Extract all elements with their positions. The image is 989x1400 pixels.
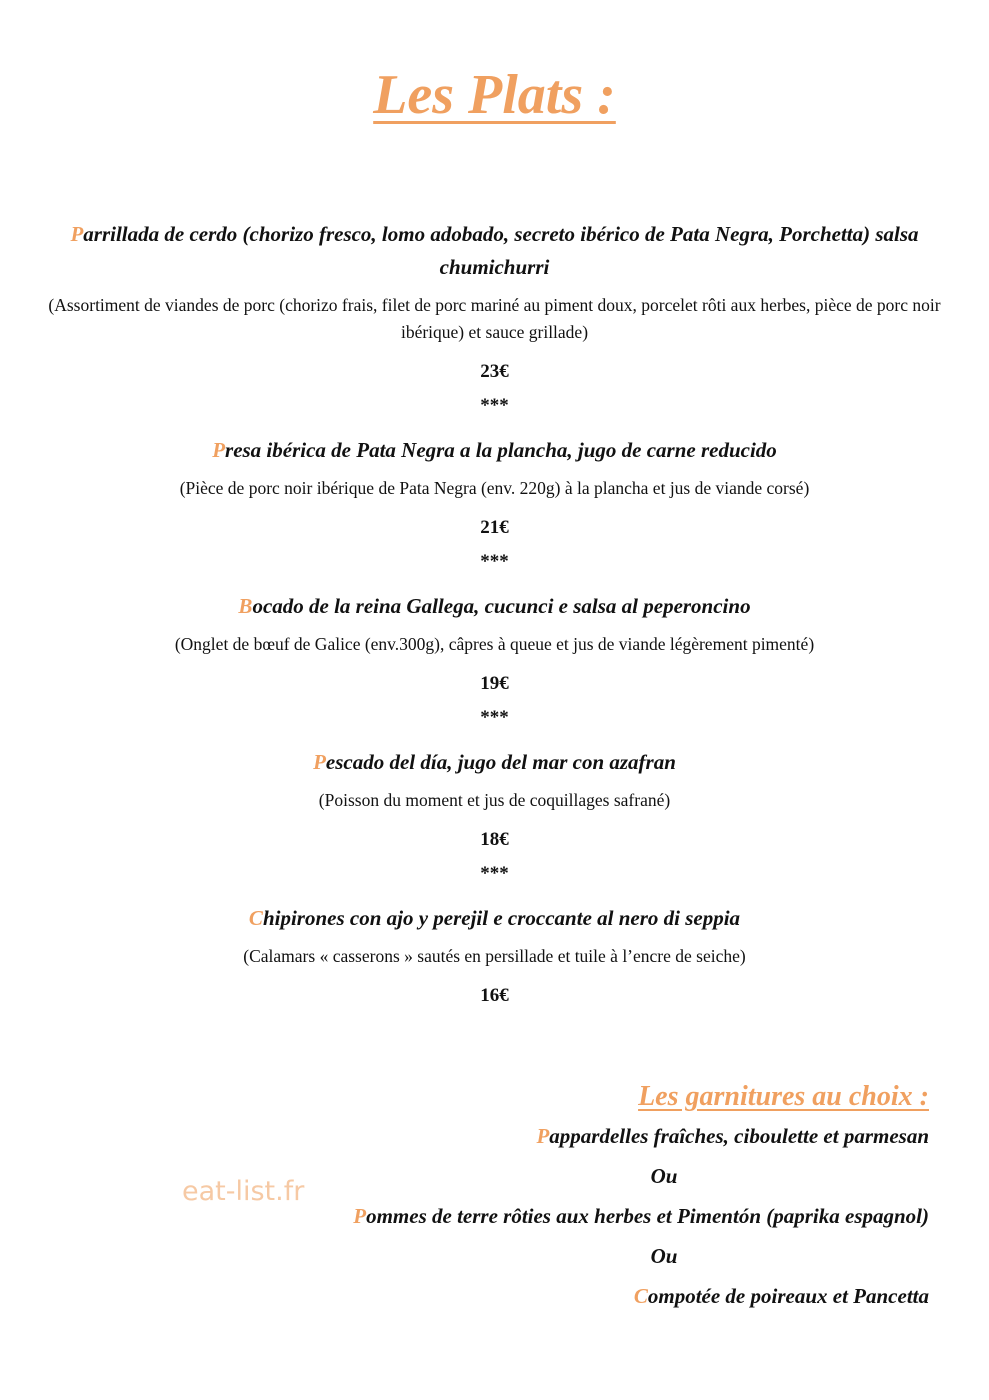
watermark: eat-list.fr <box>182 1176 305 1207</box>
dish-price: 18€ <box>480 829 509 850</box>
dish-name <box>40 590 949 623</box>
dish-item <box>40 434 949 574</box>
dish-initial: P <box>313 750 326 774</box>
side-initial: C <box>633 1284 648 1308</box>
dish-name <box>40 902 949 935</box>
side-option-text: ompotée de poireaux et Pancetta <box>647 1284 929 1308</box>
dish-name-text: ocado de la reina Gallega, cucunci e salsa al peperoncino <box>252 594 751 618</box>
dish-initial: P <box>70 222 84 246</box>
side-option <box>169 1122 929 1150</box>
dish-separator: *** <box>480 551 509 572</box>
dish-item <box>40 590 949 730</box>
dish-item <box>40 902 949 1008</box>
or-label: Ou <box>650 1244 678 1268</box>
side-option-text: ommes de terre rôties aux herbes et Pimentón (paprika espagnol) <box>366 1204 929 1228</box>
dish-description: (Onglet de bœuf de Galice (env.300g), câpres à queue et jus de viande légèrement pimenté) <box>174 634 815 654</box>
side-option-text: appardelles fraîches, ciboulette et parmesan <box>549 1124 929 1148</box>
dish-name-text: escado del día, jugo del mar con azafran <box>325 750 676 774</box>
dish-description: (Assortiment de viandes de porc (chorizo frais, filet de porc mariné au piment doux, porcelet rôti aux herbes, pièce de porc noir ibérique) et sauce grillade) <box>48 295 941 342</box>
dish-item <box>40 746 949 886</box>
or-label: Ou <box>650 1164 678 1188</box>
dish-separator: *** <box>480 395 509 416</box>
dish-price: 16€ <box>480 985 509 1006</box>
dish-initial: B <box>238 594 253 618</box>
page-title: Les Plats : <box>373 64 616 126</box>
dish-list <box>40 218 949 1008</box>
dish-description: (Poisson du moment et jus de coquillages safrané) <box>318 790 671 810</box>
dish-price: 23€ <box>480 361 509 382</box>
dish-name-text: hipirones con ajo y perejil e croccante al nero di seppia <box>262 906 741 930</box>
side-initial: P <box>353 1204 367 1228</box>
dish-initial: P <box>212 438 226 462</box>
dish-name-text: arrillada de cerdo (chorizo fresco, lomo adobado, secreto ibérico de Pata Negra, Porchetta) salsa chumichurri <box>83 222 919 279</box>
side-initial: P <box>536 1124 550 1148</box>
dish-name <box>40 746 949 779</box>
dish-name-text: resa ibérica de Pata Negra a la plancha, jugo de carne reducido <box>225 438 777 462</box>
dish-price: 21€ <box>480 517 509 538</box>
dish-description: (Pièce de porc noir ibérique de Pata Negra (env. 220g) à la plancha et jus de viande corsé) <box>179 478 810 498</box>
dish-name <box>40 218 949 284</box>
dish-initial: C <box>248 906 263 930</box>
dish-name <box>40 434 949 467</box>
dish-description: (Calamars « casserons » sautés en persillade et tuile à l’encre de seiche) <box>243 946 746 966</box>
dish-separator: *** <box>480 707 509 728</box>
dish-separator: *** <box>480 863 509 884</box>
sides-title: Les garnitures au choix : <box>638 1081 929 1112</box>
dish-price: 19€ <box>480 673 509 694</box>
side-option <box>169 1282 929 1310</box>
dish-item <box>40 218 949 418</box>
